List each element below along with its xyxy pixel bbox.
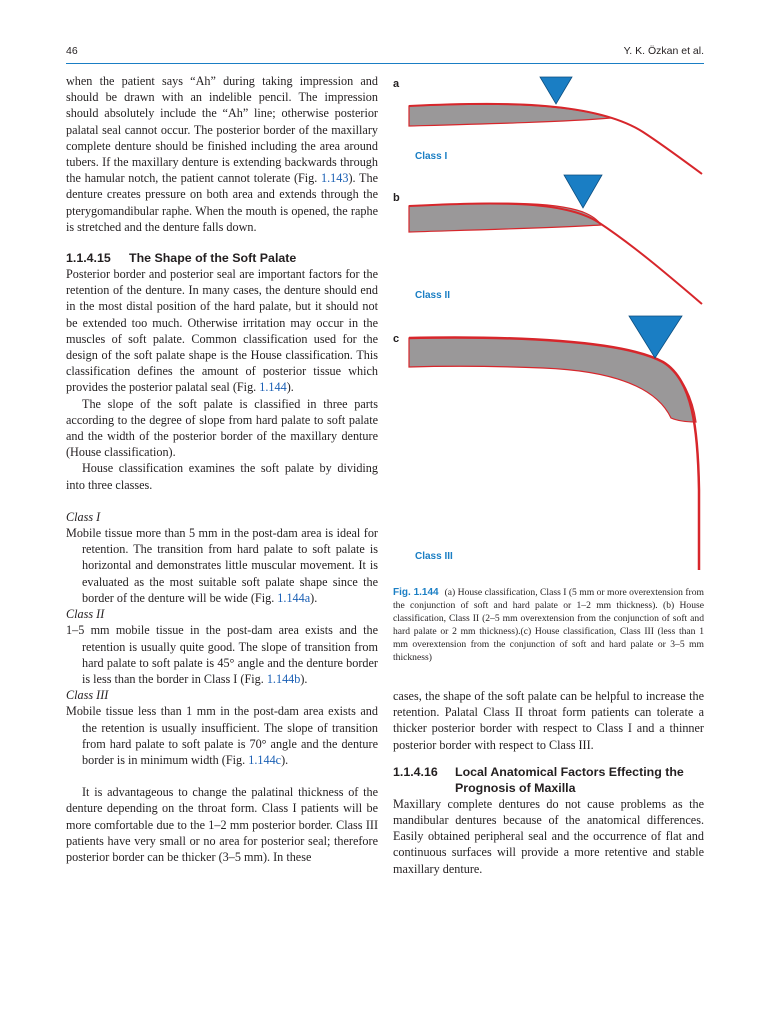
section-title: Local Anatomical Factors Effecting the Prognosis of Maxilla [455, 764, 684, 795]
panel-label-c: c [393, 333, 400, 345]
marker-triangle-class-2 [564, 175, 602, 208]
paragraph: when the patient says “Ah” during taking impression and should be drawn with an indelible pencil. The impression should absolutely include the “Ah” line; otherwise posterior palatal seal cannot occur. The posterior border of the maxillary complete denture should be finished including the area around tubers. If the maxillary denture is extending backwards through the hamular notch, the patient cannot tolerate (Fig. 1.143). The denture creates pressure on both area and extends through the pterygomandibular raphe. When the mouth is opened, the raphe is stretched and the denture falls down. [66, 74, 378, 234]
figure-caption-text: (a) House classification, Class I (5 mm or more overextension from the conjunction of soft and hard palate or 1–2 mm thickness). (b) House classification, Class II (2–5 mm overextension from the conjunction of soft and hard palate or 2 mm thickness).(c) House classification, Class III (less than 1 mm overextension from the conjunction of soft and hard palate or 3–5 mm thickness) [393, 587, 704, 663]
figure-house-classification [393, 70, 704, 582]
class-description: Mobile tissue less than 1 mm in the post-dam area exists and the retention is usually insufficient. The slope of transition from hard palate to soft palate is 70° angle and the denture border is in minimum width (Fig. 1.144c). [66, 704, 378, 767]
section-heading [393, 764, 704, 796]
page-number: 46 [66, 45, 78, 57]
denture-base-class-1 [409, 104, 611, 126]
class-label-1: Class I [415, 151, 448, 162]
class-description: Mobile tissue more than 5 mm in the post-dam area is ideal for retention. The transition from hard palate to soft palate is horizontal and demonstrates little muscular movement. It is evaluated as the most suitable soft palate shape since the border of the denture will be wide (Fig. 1.144a). [66, 526, 378, 605]
soft-palate-illustration [393, 70, 704, 582]
panel-label-a: a [393, 78, 400, 90]
class-heading: Class III [66, 688, 109, 703]
figure-reference-link[interactable]: 1.144a [277, 590, 311, 605]
class-description: 1–5 mm mobile tissue in the post-dam area exists and the retention is usually quite good. The slope of transition from hard palate to soft palate is 45° angle and the denture border is less than the border in Class I (Fig. 1.144b). [66, 623, 378, 686]
figure-caption-label: Fig. 1.144 [393, 587, 439, 598]
section-title: The Shape of the Soft Palate [129, 251, 297, 266]
figure-reference-link[interactable]: 1.144b [266, 671, 301, 686]
figure-reference-link[interactable]: 1.144c [248, 752, 282, 767]
section-heading [66, 250, 378, 266]
running-authors: Y. K. Özkan et al. [623, 45, 704, 57]
paragraph: cases, the shape of the soft palate can be helpful to increase the retention. Palatal Class II throat form patients can tolerate a thicker posterior border with respect to Class I and a thinner posterior border with respect to Class III. [393, 689, 704, 752]
denture-base-class-2 [409, 203, 601, 232]
figure-caption [393, 586, 704, 664]
running-header [66, 44, 704, 64]
paragraph: Posterior border and posterior seal are important factors for the retention of the denture. In many cases, the denture should end in the most distal position of the hard palate, but it should not be extended too much. Otherwise irritation may occur in the muscles of soft palate. Common classification used for the design of the soft palate shape is the House classification. This classification defines the amount of posterior tissue which provides the posterior palatal seal (Fig. 1.144). [66, 267, 378, 395]
section-number: 1.1.4.15 [66, 251, 111, 266]
class-label-3: Class III [415, 551, 453, 562]
paragraph: The slope of the soft palate is classified in three parts according to the degree of slope from hard palate to soft palate and the width of the posterior border of the maxillary denture (House classification). [66, 396, 378, 460]
marker-triangle-class-1 [540, 77, 572, 104]
class-label-2: Class II [415, 290, 451, 301]
class-heading: Class I [66, 509, 101, 524]
paragraph: It is advantageous to change the palatinal thickness of the denture depending on the throat form. Class I patients will be more comfortable due to the 1–2 mm posterior border. Class III patients have very small or no area for posterior seal; therefore posterior border can be thicker (3–5 mm). In these [66, 785, 378, 864]
right-column [393, 688, 704, 877]
class-heading: Class II [66, 607, 105, 622]
figure-reference-link[interactable]: 1.143 [321, 171, 349, 186]
paragraph: Maxillary complete dentures do not cause problems as the mandibular dentures because of the anatomical differences. Easily obtained peripheral seal and the occurrence of flat and continuous surfaces will provide a more retentive and stable maxillary denture. [393, 796, 704, 876]
paragraph: House classification examines the soft palate by dividing into three classes. [66, 461, 378, 492]
section-number: 1.1.4.16 [393, 764, 438, 779]
left-column [66, 73, 378, 865]
figure-reference-link[interactable]: 1.144 [259, 380, 287, 395]
panel-label-b: b [393, 192, 400, 204]
